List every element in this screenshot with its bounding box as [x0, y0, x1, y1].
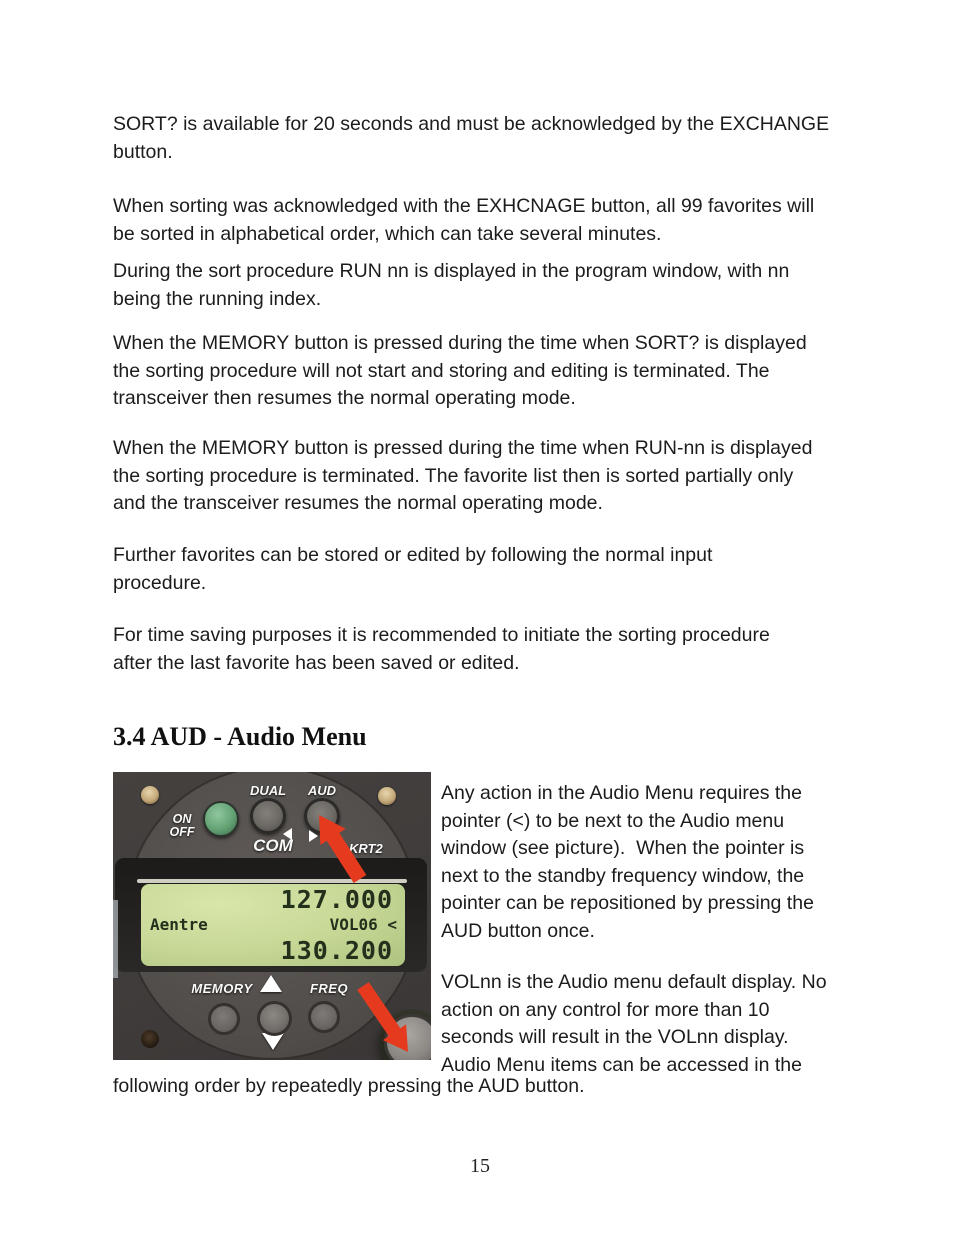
red-arrow-aud-button: [319, 815, 366, 883]
paragraph: [113, 622, 851, 677]
red-arrow-annotations: [113, 772, 431, 1060]
text-line: be sorted in alphabetical order, which can take several minutes.: [113, 222, 662, 245]
paragraph: [113, 435, 851, 518]
text-line: When the MEMORY button is pressed during the time when SORT? is displayed: [113, 332, 807, 354]
text-line: the sorting procedure will not start and storing and editing is terminated. The: [113, 359, 770, 382]
text-line: procedure.: [113, 571, 207, 594]
paragraph: [113, 258, 851, 313]
paragraph: [441, 969, 861, 1079]
red-arrow-tuning-knob: [357, 982, 408, 1052]
side-text-block: [441, 780, 861, 1079]
text-line: being the running index.: [113, 287, 322, 310]
paragraph: [113, 111, 851, 166]
on-label: ON: [172, 812, 192, 826]
text-line: SORT? is available for 20 seconds and must be acknowledged by the EXCHANGE: [113, 113, 830, 135]
aud-label: AUD: [307, 783, 337, 798]
text-line: Any action in the Audio Menu requires the: [441, 782, 802, 804]
dual-label: DUAL: [249, 783, 287, 798]
text-line: pointer can be repositioned by pressing the: [441, 892, 814, 914]
paragraph: [441, 780, 861, 945]
paragraph: [113, 542, 851, 597]
lcd-standby-frequency: 130.200: [280, 936, 393, 965]
text-line: after the last favorite has been saved or edited.: [113, 651, 520, 674]
text-line: the sorting procedure is terminated. The favorite list then is sorted partially only: [113, 464, 794, 487]
text-line: next to the standby frequency window, the: [441, 864, 805, 887]
lcd-audio-menu-value: VOL06 <: [329, 915, 397, 934]
text-line: During the sort procedure RUN nn is displayed in the program window, with nn: [113, 260, 790, 282]
paragraph: [113, 330, 851, 413]
text-line: When sorting was acknowledged with the EXHCNAGE button, all 99 favorites will: [113, 195, 815, 217]
text-line: Audio Menu items can be accessed in the: [441, 1053, 802, 1076]
text-line: following order by repeatedly pressing the AUD button.: [113, 1075, 585, 1097]
lcd-station-name: Aentre: [150, 915, 208, 934]
krt2-transceiver-photo: [113, 772, 431, 1060]
text-line: seconds will result in the VOLnn display.: [441, 1026, 789, 1048]
main-text-block: [113, 111, 851, 677]
off-label: OFF: [169, 825, 195, 839]
text-line: AUD button once.: [441, 919, 595, 942]
krt2-brand-label: KRT2: [349, 841, 383, 856]
com-label: COM: [253, 836, 293, 855]
lcd-active-frequency: 127.000: [280, 885, 393, 914]
paragraph: [113, 193, 851, 248]
memory-label: MEMORY: [191, 981, 253, 996]
text-line: transceiver then resumes the normal operating mode.: [113, 387, 576, 409]
text-line: Further favorites can be stored or edited by following the normal input: [113, 544, 713, 566]
section-heading: 3.4 AUD - Audio Menu: [113, 722, 367, 751]
page-number: 15: [470, 1155, 490, 1177]
text-line: VOLnn is the Audio menu default display. No: [441, 971, 827, 993]
text-line: pointer (<) to be next to the Audio menu: [441, 809, 785, 832]
text-line: window (see picture). When the pointer is: [441, 837, 805, 859]
text-line: and the transceiver resumes the normal operating mode.: [113, 492, 603, 514]
text-line: When the MEMORY button is pressed during the time when RUN-nn is displayed: [113, 437, 813, 459]
text-line: button.: [113, 140, 173, 163]
continuation-line: [113, 1073, 851, 1101]
freq-label: FREQ: [309, 981, 349, 996]
text-line: action on any control for more than 10: [441, 998, 770, 1021]
text-line: For time saving purposes it is recommended to initiate the sorting procedure: [113, 624, 770, 646]
